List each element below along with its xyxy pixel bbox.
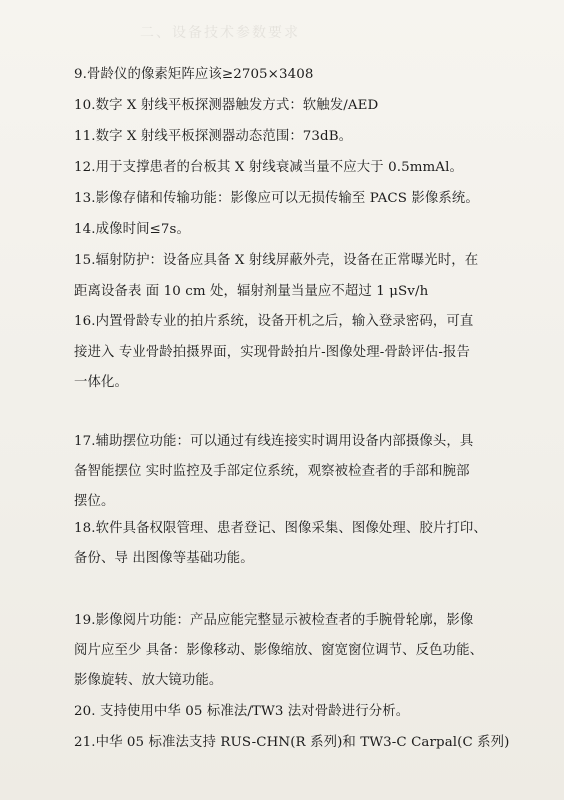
clause-15-line-1: 15.辐射防护：设备应具备 X 射线屏蔽外壳，设备在正常曝光时，在 [74, 253, 479, 268]
clause-12: 12.用于支撑患者的台板其 X 射线衰减当量不应大于 0.5mmAl。 [74, 160, 463, 175]
clause-20: 20. 支持使用中华 05 标准法/TW3 法对骨龄进行分析。 [74, 704, 410, 719]
clause-13: 13.影像存储和传输功能：影像应可以无损传输至 PACS 影像系统。 [74, 191, 479, 206]
clause-9: 9.骨龄仪的像素矩阵应该≥2705×3408 [74, 67, 314, 82]
clause-16-line-3: 一体化。 [74, 375, 128, 390]
clause-19-line-2: 阅片应至少 具备：影像移动、影像缩放、窗宽窗位调节、反色功能、 [74, 643, 484, 658]
clause-16-line-2: 接进入 专业骨龄拍摄界面，实现骨龄拍片-图像处理-骨龄评估-报告 [74, 345, 470, 360]
clause-19-line-3: 影像旋转、放大镜功能。 [74, 673, 223, 688]
clause-17-line-1: 17.辅助摆位功能：可以通过有线连接实时调用设备内部摄像头，具 [74, 434, 474, 449]
bleed-through-header: 二、设备技术参数要求 [140, 25, 300, 41]
clause-15-line-2: 距离设备表 面 10 cm 处，辐射剂量当量应不超过 1 μSv/h [74, 284, 429, 299]
clause-10: 10.数字 X 射线平板探测器触发方式：软触发/AED [74, 98, 379, 113]
clause-19-line-1: 19.影像阅片功能：产品应能完整显示被检查者的手腕骨轮廓，影像 [74, 613, 474, 628]
clause-17-line-3: 摆位。 [74, 494, 115, 509]
clause-21: 21.中华 05 标准法支持 RUS-CHN(R 系列)和 TW3-C Carpal(C 系列) [74, 735, 510, 750]
clause-18-line-2: 备份、导 出图像等基础功能。 [74, 551, 254, 566]
clause-18-line-1: 18.软件具备权限管理、患者登记、图像采集、图像处理、胶片打印、 [74, 521, 487, 536]
clause-14: 14.成像时间≤7s。 [74, 222, 190, 237]
clause-16-line-1: 16.内置骨龄专业的拍片系统，设备开机之后，输入登录密码，可直 [74, 314, 474, 329]
clause-11: 11.数字 X 射线平板探测器动态范围：73dB。 [74, 129, 353, 144]
clause-17-line-2: 备智能摆位 实时监控及手部定位系统，观察被检查者的手部和腕部 [74, 464, 470, 479]
